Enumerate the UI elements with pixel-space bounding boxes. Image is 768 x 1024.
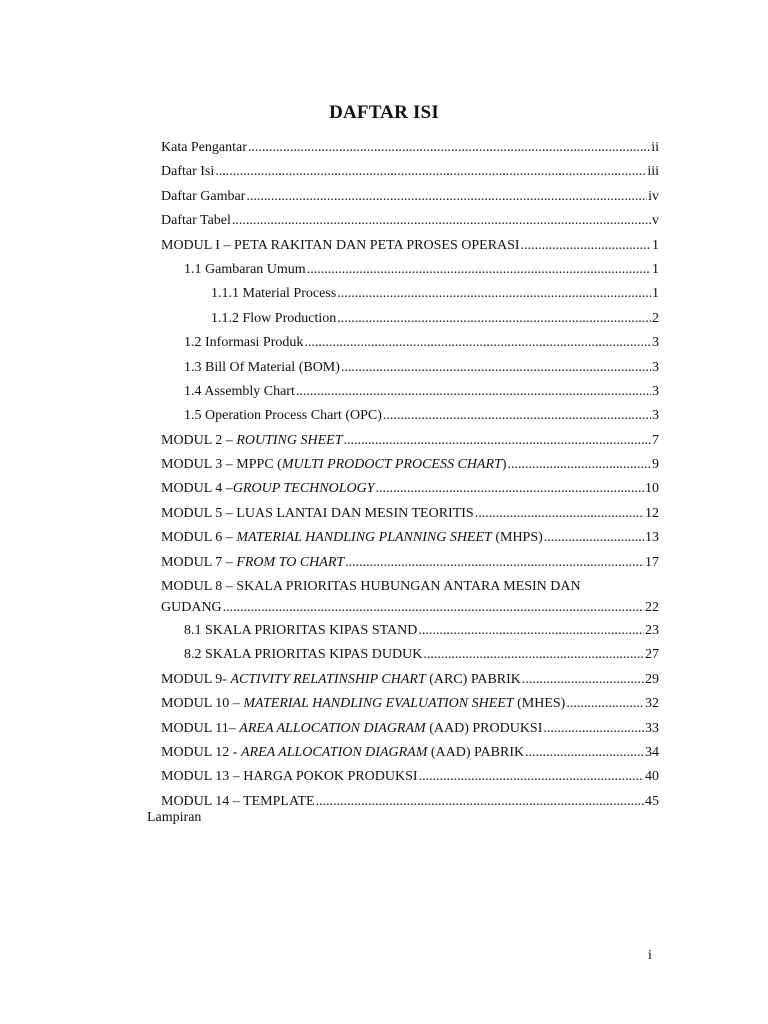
toc-label-italic: FROM TO CHART: [236, 554, 345, 570]
toc-page-number: 29: [645, 671, 659, 687]
toc-page-number: v: [652, 213, 659, 229]
toc-label-suffix: ): [501, 457, 507, 473]
toc-label: 1.1 Gambaran Umum: [184, 261, 306, 277]
toc-page-number: 3: [652, 359, 659, 375]
leader-dots: [521, 236, 651, 256]
toc-label: [161, 553, 344, 573]
toc-page-number: iv: [648, 188, 659, 204]
toc-label: Kata Pengantar: [161, 140, 247, 155]
toc-label-italic: MULTI PRODOCT PROCESS CHART: [281, 457, 502, 473]
leader-dots: [232, 211, 651, 231]
toc-label-suffix: (AAD) PABRIK: [427, 744, 525, 760]
toc-label: MODUL I – PETA RAKITAN DAN PETA PROSES OPERASI: [161, 237, 520, 253]
toc-page-number: ii: [651, 140, 659, 155]
toc-label: Daftar Gambar: [161, 188, 246, 204]
leader-dots: [223, 597, 644, 619]
toc-page-number: iii: [647, 164, 659, 180]
toc-page-number: 33: [645, 720, 659, 736]
toc-label-italic: GROUP TECHNOLOGY: [232, 481, 375, 497]
toc-label: [161, 431, 342, 451]
toc-page-number: 1: [652, 261, 659, 277]
toc-entry-modul-1: [161, 236, 659, 260]
toc-page-number: 27: [645, 647, 659, 663]
leader-dots: [304, 333, 651, 353]
toc-label-italic: AREA ALLOCATION DIAGRAM: [239, 720, 426, 736]
toc-label: Daftar Tabel: [161, 213, 231, 229]
toc-entry-1-5: [161, 406, 659, 430]
toc-page-number: 17: [645, 554, 659, 570]
toc-entry-modul-10: [161, 694, 659, 718]
toc-label: 1.1.2 Flow Production: [211, 310, 337, 326]
toc-label-prefix: MODUL 12 -: [161, 744, 241, 760]
toc-entry-8-2: [161, 645, 659, 669]
toc-entry-modul-7: [161, 553, 659, 577]
toc-entry-modul-8: [161, 577, 659, 621]
toc-label-italic: ROUTING SHEET: [236, 432, 343, 448]
leader-dots: [423, 645, 644, 665]
toc-label: [161, 670, 521, 690]
toc-label: Daftar Isi: [161, 164, 215, 180]
leader-dots: [316, 792, 644, 812]
toc-label-prefix: MODUL 3 – MPPC (: [161, 457, 282, 473]
toc-entry-1-4: [161, 382, 659, 406]
toc-page-number: 23: [645, 623, 659, 639]
leader-dots: [345, 553, 644, 573]
toc-label: [161, 479, 375, 499]
toc-label: MODUL 14 – TEMPLATE: [161, 793, 315, 809]
lampiran-label: Lampiran: [147, 810, 202, 825]
leader-dots: [341, 358, 651, 378]
leader-dots: [522, 670, 644, 690]
leader-dots: [508, 455, 652, 475]
toc-label-italic: MATERIAL HANDLING PLANNING SHEET: [236, 530, 492, 546]
toc-entry-modul-12: [161, 743, 659, 767]
leader-dots: [376, 479, 644, 499]
toc-label-suffix: (MHES): [513, 696, 566, 712]
toc-label: [161, 694, 565, 714]
leader-dots: [337, 284, 651, 304]
toc-entry-modul-2: [161, 431, 659, 455]
leader-dots: [419, 767, 644, 787]
toc-entry-1-1-2: [161, 309, 659, 333]
toc-label: 1.4 Assembly Chart: [184, 383, 295, 399]
leader-dots: [544, 528, 644, 548]
toc-entry-modul-4: [161, 479, 659, 503]
toc-page-number: 2: [652, 310, 659, 326]
toc-entry-kata-pengantar: [161, 138, 659, 162]
toc-page-number: 3: [652, 408, 659, 424]
toc-page-number: 3: [652, 335, 659, 351]
toc-entry-daftar-isi: [161, 162, 659, 186]
toc-page-number: 3: [652, 383, 659, 399]
leader-dots: [215, 162, 646, 182]
toc-entry-daftar-gambar: [161, 187, 659, 211]
toc-entry-8-1: [161, 621, 659, 645]
toc-label: 1.1.1 Material Process: [211, 286, 337, 302]
toc-page-number: 32: [645, 696, 659, 712]
toc-label: 8.1 SKALA PRIORITAS KIPAS STAND: [184, 623, 418, 639]
leader-dots: [418, 621, 644, 641]
toc-label-prefix: MODUL 10 –: [161, 696, 244, 712]
toc-label-prefix: MODUL 6 –: [161, 530, 237, 546]
toc-entry-1-1: [161, 260, 659, 284]
toc-label: [161, 455, 507, 475]
toc-label-line2-row: [161, 597, 659, 619]
page-title: DAFTAR ISI: [329, 102, 439, 123]
toc-label: MODUL 5 – LUAS LANTAI DAN MESIN TEORITIS: [161, 505, 474, 521]
toc-label: MODUL 13 – HARGA POKOK PRODUKSI: [161, 769, 418, 785]
toc-entry-modul-5: [161, 504, 659, 528]
toc-entry-1-3: [161, 358, 659, 382]
leader-dots: [543, 719, 644, 739]
toc-page-number: 9: [652, 457, 659, 473]
toc-label: 1.2 Informasi Produk: [184, 335, 304, 351]
leader-dots: [248, 138, 650, 158]
toc-page-number: 7: [652, 432, 659, 448]
leader-dots: [343, 431, 651, 451]
page-number-footer: i: [648, 948, 652, 963]
toc-entry-modul-14: [161, 792, 659, 816]
toc-page-number: 13: [645, 530, 659, 546]
toc-label-italic: AREA ALLOCATION DIAGRAM: [240, 744, 428, 760]
toc-label-prefix: MODUL 7 –: [161, 554, 237, 570]
toc-page-number: 40: [645, 769, 659, 785]
toc-entry-1-2: [161, 333, 659, 357]
leader-dots: [246, 187, 647, 207]
leader-dots: [296, 382, 651, 402]
toc-label-suffix: (ARC) PABRIK: [425, 671, 521, 687]
leader-dots: [337, 309, 651, 329]
leader-dots: [307, 260, 651, 280]
toc-entry-modul-9: [161, 670, 659, 694]
toc-page-number: 1: [652, 237, 659, 253]
toc-label-suffix: (MHPS): [491, 530, 543, 546]
toc-page-number: 12: [645, 505, 659, 521]
toc-label: [161, 528, 543, 548]
toc-label: [161, 743, 524, 763]
toc-entry-modul-3: [161, 455, 659, 479]
toc-label-suffix: (AAD) PRODUKSI: [425, 720, 543, 736]
toc-label: [161, 719, 542, 739]
toc-label-line2: GUDANG: [161, 600, 222, 616]
toc-label: 8.2 SKALA PRIORITAS KIPAS DUDUK: [184, 647, 423, 663]
leader-dots: [525, 743, 644, 763]
toc-label-italic: MATERIAL HANDLING EVALUATION SHEET: [243, 696, 514, 712]
toc-page-number: 1: [652, 286, 659, 302]
leader-dots: [475, 504, 644, 524]
toc-label-prefix: MODUL 4 –: [161, 481, 233, 497]
toc-label-prefix: MODUL 2 –: [161, 432, 237, 448]
toc-entry-1-1-1: [161, 284, 659, 308]
toc-page-number: 22: [645, 600, 659, 616]
leader-dots: [566, 694, 644, 714]
toc-label-prefix: MODUL 9-: [161, 671, 231, 687]
toc-entry-modul-11: [161, 719, 659, 743]
toc-entry-modul-13: [161, 767, 659, 791]
toc-label-italic: ACTIVITY RELATINSHIP CHART: [230, 671, 426, 687]
toc-label-line1: MODUL 8 – SKALA PRIORITAS HUBUNGAN ANTARA MESIN DAN: [161, 579, 581, 595]
toc-page-number: 10: [645, 481, 659, 497]
toc-page-number: 45: [645, 793, 659, 809]
toc-entry-daftar-tabel: [161, 211, 659, 235]
toc-label-prefix: MODUL 11–: [161, 720, 240, 736]
leader-dots: [383, 406, 651, 426]
toc-label: 1.3 Bill Of Material (BOM): [184, 359, 340, 375]
toc-page-number: 34: [645, 744, 659, 760]
table-of-contents: [161, 138, 659, 816]
toc-label: 1.5 Operation Process Chart (OPC): [184, 408, 382, 424]
toc-entry-modul-6: [161, 528, 659, 552]
